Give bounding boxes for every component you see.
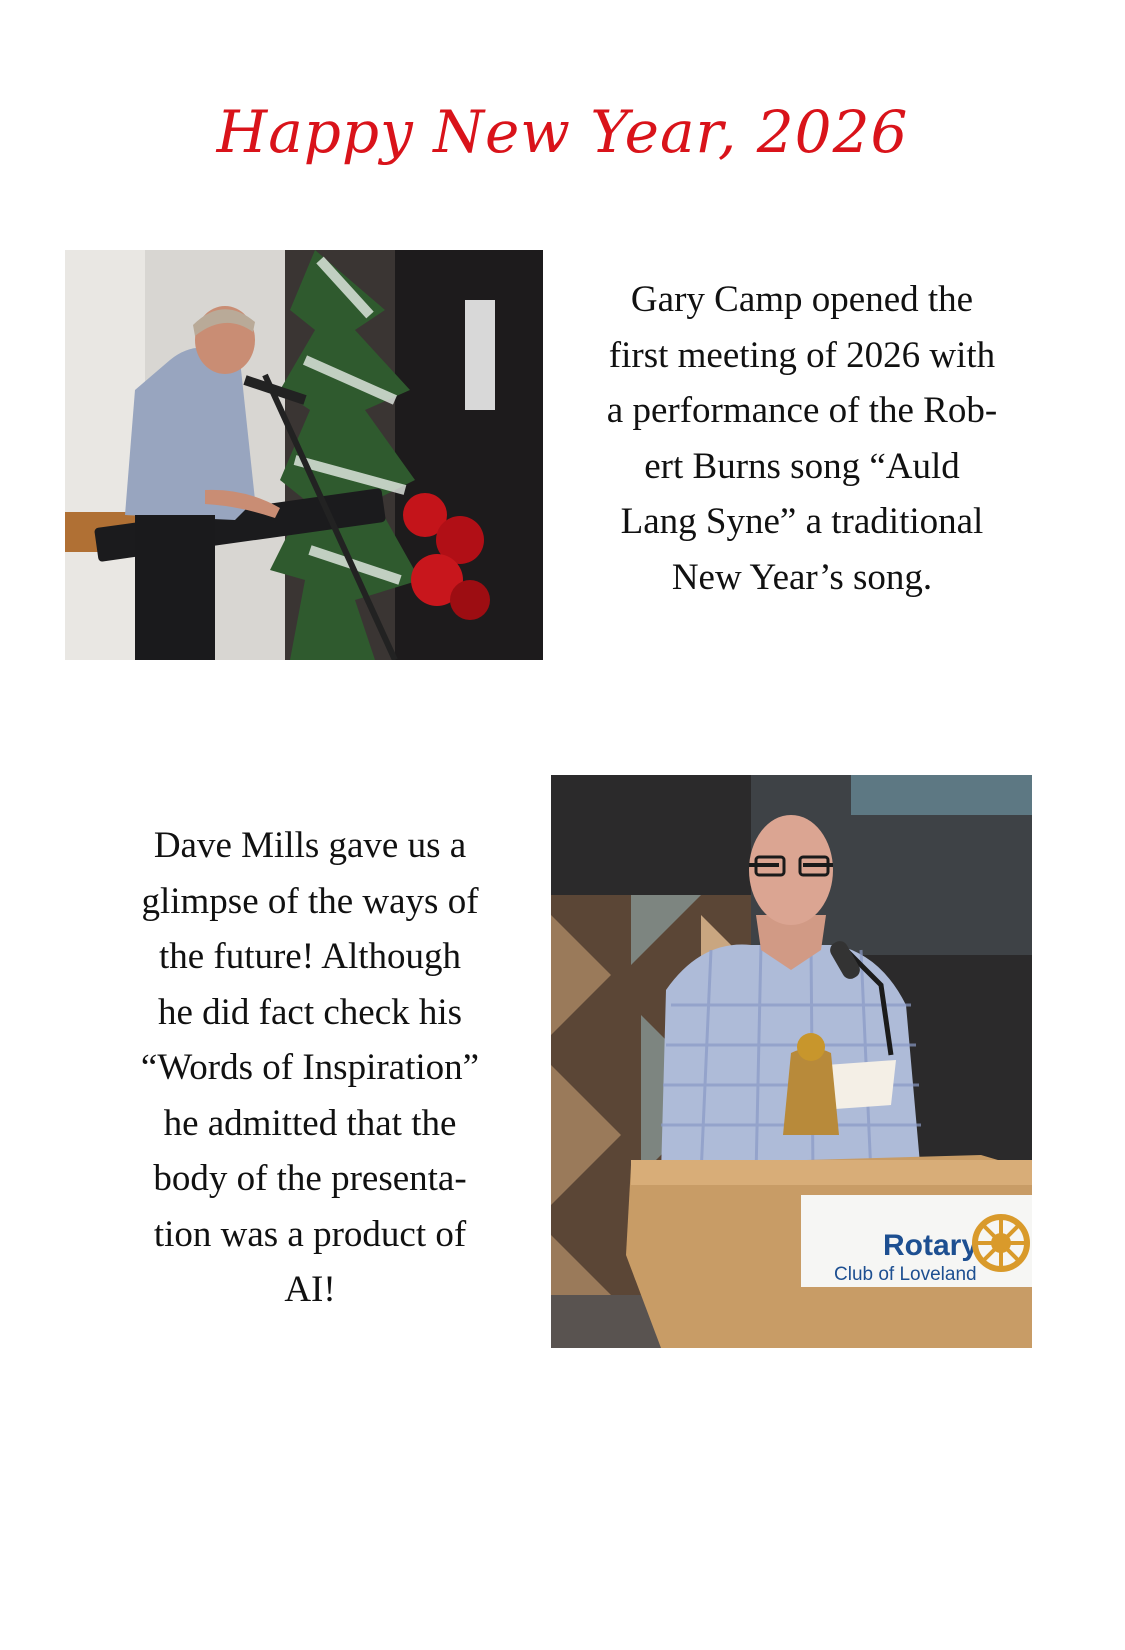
caption-line: AI! [284,1269,336,1310]
podium-speaker-photo [551,775,1032,1348]
caption-line: the future! Although [158,936,462,977]
caption-line: tion was a product of [153,1213,467,1255]
dave-mills-caption [100,818,520,1318]
caption-line: a performance of the Rob- [606,390,998,431]
caption-line: Dave Mills gave us a [153,825,467,866]
caption-line: Lang Syne” a traditional [620,501,984,542]
rotary-sign-name: Rotary [883,1229,979,1262]
page-title: Happy New Year, 2026 [216,98,909,166]
gary-camp-caption [562,272,1042,605]
rotary-wheel-icon [975,1217,1027,1269]
caption-line: he did fact check his [157,991,463,1033]
caption-line: ert Burns song “Auld [644,445,960,487]
rotary-sign-subtitle: Club of Loveland [834,1264,977,1285]
caption-line: New Year’s song. [671,556,933,598]
caption-line: Gary Camp opened the [630,279,974,320]
caption-line: glimpse of the ways of [141,880,479,922]
caption-line: first meeting of 2026 with [608,334,996,376]
caption-line: body of the presenta- [153,1158,467,1199]
caption-line: “Words of Inspiration” [140,1047,480,1088]
caption-line: he admitted that the [163,1102,457,1144]
keyboard-performance-photo [65,250,543,660]
